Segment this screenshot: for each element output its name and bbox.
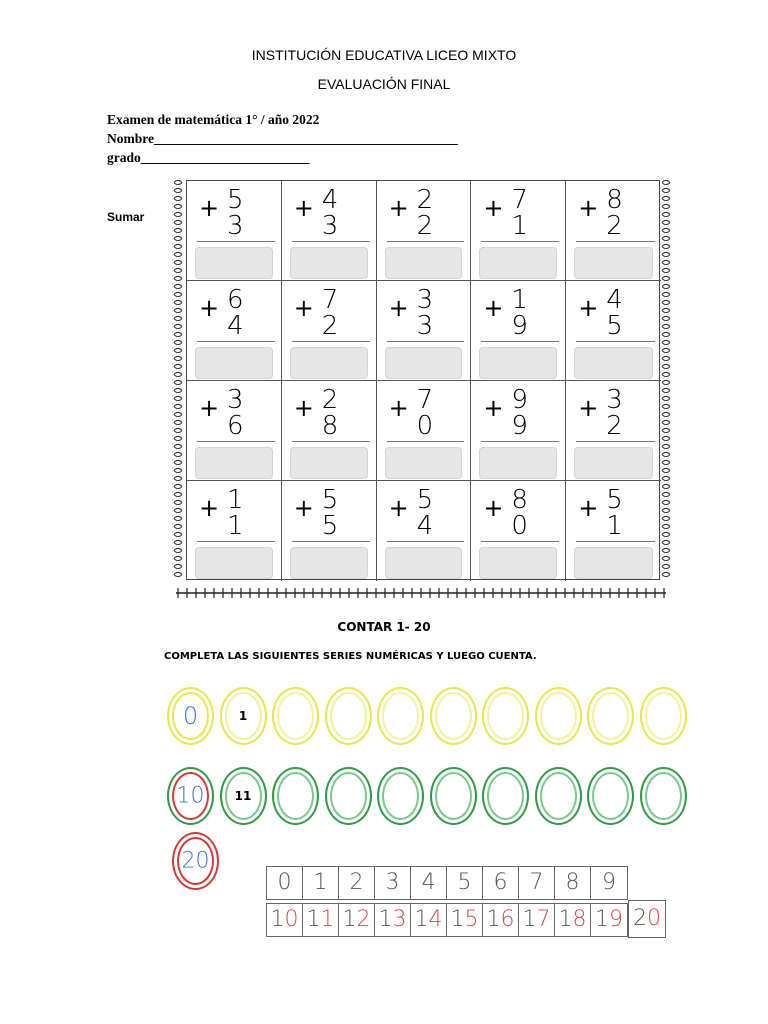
answer-box[interactable] <box>479 447 557 479</box>
addend-bottom: 1 <box>511 211 528 241</box>
answer-box[interactable] <box>574 347 653 379</box>
addition-problem <box>471 381 566 481</box>
count-circle[interactable] <box>272 767 319 825</box>
count-circle[interactable] <box>640 687 687 745</box>
sum-line <box>481 441 559 442</box>
count-number: 1 <box>238 709 248 723</box>
addend-bottom: 2 <box>321 311 339 341</box>
spiral-ring <box>174 364 182 369</box>
spiral-ring <box>662 372 670 377</box>
sum-line <box>292 241 370 242</box>
number-cell: 19 <box>595 907 623 932</box>
spiral-ring <box>174 356 182 361</box>
number-cell: 2 <box>339 867 375 899</box>
addition-problem <box>187 481 282 581</box>
plus-sign: + <box>483 494 504 522</box>
addition-problem <box>377 181 472 281</box>
spiral-ring <box>662 276 670 281</box>
answer-box[interactable] <box>479 247 557 279</box>
spiral-ring <box>662 404 670 409</box>
spiral-ring <box>662 532 670 537</box>
number-cell: 15 <box>447 904 483 936</box>
spiral-ring <box>662 524 670 529</box>
addend-bottom: 9 <box>511 311 528 341</box>
spiral-ring <box>662 324 670 329</box>
spiral-ring <box>662 228 670 233</box>
spiral-ring <box>174 532 182 537</box>
addition-problem <box>566 381 661 481</box>
number-cell: 18 <box>555 904 591 936</box>
number-cell: 4 <box>411 867 447 899</box>
number-cell: 5 <box>447 867 483 899</box>
spiral-ring <box>174 236 182 241</box>
sum-line <box>576 241 655 242</box>
exam-line: Examen de matemática 1° / año 2022 <box>107 112 320 127</box>
plus-sign: + <box>199 194 220 222</box>
number-cell: 7 <box>519 867 555 899</box>
addition-problem <box>471 481 566 581</box>
spiral-ring <box>174 332 182 337</box>
addend-bottom: 3 <box>227 211 244 241</box>
answer-box[interactable] <box>574 547 653 579</box>
answer-box[interactable] <box>195 547 273 579</box>
spiral-ring <box>174 292 182 297</box>
sum-line <box>576 341 655 342</box>
spiral-ring <box>174 268 182 273</box>
addition-problem <box>377 481 472 581</box>
number-cell: 13 <box>375 904 411 936</box>
count-circle[interactable] <box>172 832 219 890</box>
spiral-ring <box>174 404 182 409</box>
answer-box[interactable] <box>385 447 463 479</box>
number-table-row <box>266 903 628 937</box>
spiral-ring <box>174 492 182 497</box>
number-cell: 14 <box>411 904 447 936</box>
addend-bottom: 4 <box>227 311 244 341</box>
spiral-ring <box>662 548 670 553</box>
addition-problem <box>282 381 377 481</box>
evaluation-title: EVALUACIÓN FINAL <box>317 76 451 92</box>
addend-bottom: 1 <box>227 511 244 541</box>
addend-bottom: 3 <box>321 211 339 241</box>
addend-bottom: 5 <box>321 511 339 541</box>
plus-sign: + <box>293 294 314 322</box>
spiral-ring <box>174 452 182 457</box>
spiral-ring <box>662 540 670 545</box>
count-circle[interactable] <box>220 767 267 825</box>
spiral-ring <box>662 340 670 345</box>
spiral-ring <box>662 460 670 465</box>
spiral-ring <box>662 564 670 569</box>
spiral-ring <box>662 356 670 361</box>
addend-bottom: 9 <box>511 411 528 441</box>
spiral-ring <box>662 452 670 457</box>
spiral-ring <box>662 396 670 401</box>
spiral-ring <box>662 500 670 505</box>
spiral-ring <box>174 260 182 265</box>
count-circle[interactable] <box>220 687 267 745</box>
ruler-strip <box>176 586 666 600</box>
sum-line <box>292 541 370 542</box>
count-circle[interactable] <box>587 687 634 745</box>
spiral-ring <box>662 484 670 489</box>
answer-box[interactable] <box>574 447 653 479</box>
spiral-ring <box>174 516 182 521</box>
spiral-ring <box>662 420 670 425</box>
addend-bottom: 5 <box>606 311 623 341</box>
spiral-ring <box>662 444 670 449</box>
spiral-ring <box>662 252 670 257</box>
spiral-ring <box>174 556 182 561</box>
addend-bottom: 4 <box>416 511 434 541</box>
spiral-ring <box>174 548 182 553</box>
addition-problem <box>187 181 282 281</box>
answer-box[interactable] <box>290 447 368 479</box>
spiral-ring <box>662 364 670 369</box>
number-cell: 0 <box>267 867 303 899</box>
addend-top: 2 <box>321 385 339 415</box>
spiral-ring <box>174 468 182 473</box>
count-circle[interactable] <box>377 767 424 825</box>
spiral-ring <box>174 428 182 433</box>
addition-problem <box>282 281 377 381</box>
count-circle[interactable] <box>430 687 477 745</box>
addend-top: 7 <box>511 185 528 215</box>
name-line: Nombre_____________________________________________ <box>107 131 458 146</box>
plus-sign: + <box>293 394 314 422</box>
sum-line <box>197 241 275 242</box>
sum-line <box>292 341 370 342</box>
spiral-ring <box>174 348 182 353</box>
addend-top: 5 <box>321 485 339 515</box>
number-table-row <box>266 866 628 900</box>
number-cell: 17 <box>519 904 555 936</box>
spiral-ring <box>174 372 182 377</box>
count-circle[interactable] <box>325 767 372 825</box>
spiral-ring <box>174 276 182 281</box>
plus-sign: + <box>199 494 220 522</box>
count-circle[interactable] <box>167 767 214 825</box>
spiral-binding-left <box>174 180 184 580</box>
sum-line <box>197 341 275 342</box>
addend-top: 6 <box>227 285 244 315</box>
plus-sign: + <box>578 494 599 522</box>
spiral-ring <box>662 380 670 385</box>
spiral-ring <box>662 332 670 337</box>
spiral-ring <box>662 236 670 241</box>
addend-bottom: 0 <box>416 411 434 441</box>
spiral-ring <box>662 244 670 249</box>
count-circle[interactable] <box>430 767 477 825</box>
spiral-ring <box>174 252 182 257</box>
sum-line <box>481 541 559 542</box>
spiral-ring <box>662 220 670 225</box>
addition-problem <box>566 481 661 581</box>
addition-problem <box>282 181 377 281</box>
spiral-ring <box>174 244 182 249</box>
spiral-ring <box>174 460 182 465</box>
spiral-ring <box>174 484 182 489</box>
spiral-ring <box>662 388 670 393</box>
number-cell-20: 20 <box>628 900 666 938</box>
addend-top: 7 <box>416 385 434 415</box>
addend-top: 5 <box>416 485 434 515</box>
answer-box[interactable] <box>290 247 368 279</box>
plus-sign: + <box>578 394 599 422</box>
spiral-ring <box>662 268 670 273</box>
spiral-ring <box>174 508 182 513</box>
spiral-ring <box>662 556 670 561</box>
addition-problem <box>187 281 282 381</box>
spiral-ring <box>174 412 182 417</box>
addend-bottom: 0 <box>511 511 528 541</box>
counting-title: CONTAR 1- 20 <box>337 620 431 634</box>
addend-bottom: 3 <box>416 311 434 341</box>
plus-sign: + <box>483 194 504 222</box>
number-cell: 6 <box>483 867 519 899</box>
institution-title: INSTITUCIÓN EDUCATIVA LICEO MIXTO <box>251 47 517 63</box>
spiral-ring <box>662 308 670 313</box>
plus-sign: + <box>483 294 504 322</box>
count-circle[interactable] <box>325 687 372 745</box>
addend-top: 3 <box>227 385 244 415</box>
spiral-ring <box>662 572 670 577</box>
addend-top: 4 <box>606 285 623 315</box>
spiral-ring <box>174 540 182 545</box>
spiral-binding-right <box>662 180 672 580</box>
answer-box[interactable] <box>195 247 273 279</box>
count-number: 0 <box>182 702 199 730</box>
addend-bottom: 6 <box>227 411 244 441</box>
spiral-ring <box>174 572 182 577</box>
spiral-ring <box>662 204 670 209</box>
addend-top: 3 <box>606 385 623 415</box>
sum-line <box>576 441 655 442</box>
addition-problem <box>377 381 472 481</box>
spiral-ring <box>662 180 670 185</box>
count-circle[interactable] <box>377 687 424 745</box>
spiral-ring <box>662 476 670 481</box>
addend-top: 2 <box>416 185 434 215</box>
addend-bottom: 1 <box>606 511 623 541</box>
spiral-ring <box>174 228 182 233</box>
answer-box[interactable] <box>385 247 463 279</box>
number-cell: 9 <box>602 870 616 895</box>
addend-bottom: 8 <box>321 411 339 441</box>
spiral-ring <box>174 388 182 393</box>
spiral-ring <box>662 260 670 265</box>
addend-bottom: 2 <box>606 211 623 241</box>
spiral-ring <box>174 476 182 481</box>
plus-sign: + <box>293 494 314 522</box>
count-circle[interactable] <box>640 767 687 825</box>
spiral-ring <box>662 508 670 513</box>
spiral-ring <box>174 396 182 401</box>
addition-problem <box>471 281 566 381</box>
spiral-ring <box>662 212 670 217</box>
sum-line <box>481 241 559 242</box>
count-number: 11 <box>234 789 252 803</box>
sum-line <box>387 441 465 442</box>
plus-sign: + <box>199 294 220 322</box>
count-circle[interactable] <box>535 767 582 825</box>
count-circle[interactable] <box>482 687 529 745</box>
plus-sign: + <box>388 294 409 322</box>
plus-sign: + <box>578 194 599 222</box>
plus-sign: + <box>388 494 409 522</box>
number-cell: 8 <box>555 867 591 899</box>
sum-line <box>387 541 465 542</box>
count-circle[interactable] <box>535 687 582 745</box>
addend-top: 8 <box>606 185 623 215</box>
spiral-ring <box>662 188 670 193</box>
addend-top: 5 <box>227 185 244 215</box>
number-cell: 16 <box>483 904 519 936</box>
spiral-ring <box>174 196 182 201</box>
plus-sign: + <box>578 294 599 322</box>
sum-line <box>387 341 465 342</box>
spiral-ring <box>662 516 670 521</box>
spiral-ring <box>174 436 182 441</box>
answer-box[interactable] <box>290 547 368 579</box>
spiral-ring <box>174 340 182 345</box>
number-cell: 11 <box>303 904 339 936</box>
addend-top: 7 <box>321 285 339 315</box>
spiral-ring <box>174 308 182 313</box>
sum-line <box>387 241 465 242</box>
addend-bottom: 2 <box>606 411 623 441</box>
answer-box[interactable] <box>195 347 273 379</box>
spiral-ring <box>174 420 182 425</box>
spiral-ring <box>174 380 182 385</box>
sum-line <box>292 441 370 442</box>
spiral-ring <box>174 524 182 529</box>
addition-problem <box>566 281 661 381</box>
sumar-label: Sumar <box>107 210 145 224</box>
spiral-ring <box>662 428 670 433</box>
spiral-ring <box>174 204 182 209</box>
spiral-ring <box>174 180 182 185</box>
addend-top: 9 <box>511 385 528 415</box>
answer-box[interactable] <box>479 547 557 579</box>
plus-sign: + <box>483 394 504 422</box>
spiral-ring <box>174 220 182 225</box>
answer-box[interactable] <box>385 547 463 579</box>
spiral-ring <box>662 492 670 497</box>
spiral-ring <box>662 196 670 201</box>
count-circle[interactable] <box>272 687 319 745</box>
spiral-ring <box>174 324 182 329</box>
answer-box[interactable] <box>479 347 557 379</box>
answer-box[interactable] <box>574 247 653 279</box>
sum-line <box>197 541 275 542</box>
spiral-ring <box>174 500 182 505</box>
plus-sign: + <box>388 394 409 422</box>
answer-box[interactable] <box>290 347 368 379</box>
addend-top: 8 <box>511 485 528 515</box>
spiral-ring <box>662 300 670 305</box>
number-cell: 12 <box>339 904 375 936</box>
addition-grid <box>186 180 660 580</box>
spiral-ring <box>174 444 182 449</box>
addition-problem <box>187 381 282 481</box>
spiral-ring <box>662 284 670 289</box>
sum-line <box>197 441 275 442</box>
count-circle[interactable] <box>587 767 634 825</box>
answer-box[interactable] <box>195 447 273 479</box>
addition-problem <box>566 181 661 281</box>
spiral-ring <box>174 316 182 321</box>
grade-line: grado_________________________ <box>107 150 310 165</box>
sum-line <box>576 541 655 542</box>
addition-problem <box>377 281 472 381</box>
spiral-ring <box>662 316 670 321</box>
answer-box[interactable] <box>385 347 463 379</box>
sum-line <box>481 341 559 342</box>
addend-top: 3 <box>416 285 434 315</box>
spiral-ring <box>662 436 670 441</box>
spiral-ring <box>662 468 670 473</box>
counting-instruction: COMPLETA LAS SIGUIENTES SERIES NUMÉRICAS Y LUEGO CUENTA. <box>164 651 537 662</box>
number-cell: 1 <box>303 867 339 899</box>
number-cell: 3 <box>375 867 411 899</box>
spiral-ring <box>174 188 182 193</box>
count-number: 20 <box>181 848 210 874</box>
spiral-ring <box>174 564 182 569</box>
spiral-ring <box>662 412 670 417</box>
spiral-ring <box>174 284 182 289</box>
count-number: 10 <box>176 783 205 809</box>
addition-problem <box>282 481 377 581</box>
spiral-ring <box>174 300 182 305</box>
plus-sign: + <box>388 194 409 222</box>
addition-problem <box>471 181 566 281</box>
spiral-ring <box>174 212 182 217</box>
addend-top: 1 <box>511 285 528 315</box>
spiral-ring <box>662 292 670 297</box>
addend-bottom: 2 <box>416 211 434 241</box>
plus-sign: + <box>293 194 314 222</box>
addend-top: 4 <box>321 185 339 215</box>
number-cell: 10 <box>267 904 303 936</box>
count-circle[interactable] <box>167 687 214 745</box>
addend-top: 1 <box>227 485 244 515</box>
addend-top: 5 <box>606 485 623 515</box>
count-circle[interactable] <box>482 767 529 825</box>
spiral-ring <box>662 348 670 353</box>
plus-sign: + <box>199 394 220 422</box>
